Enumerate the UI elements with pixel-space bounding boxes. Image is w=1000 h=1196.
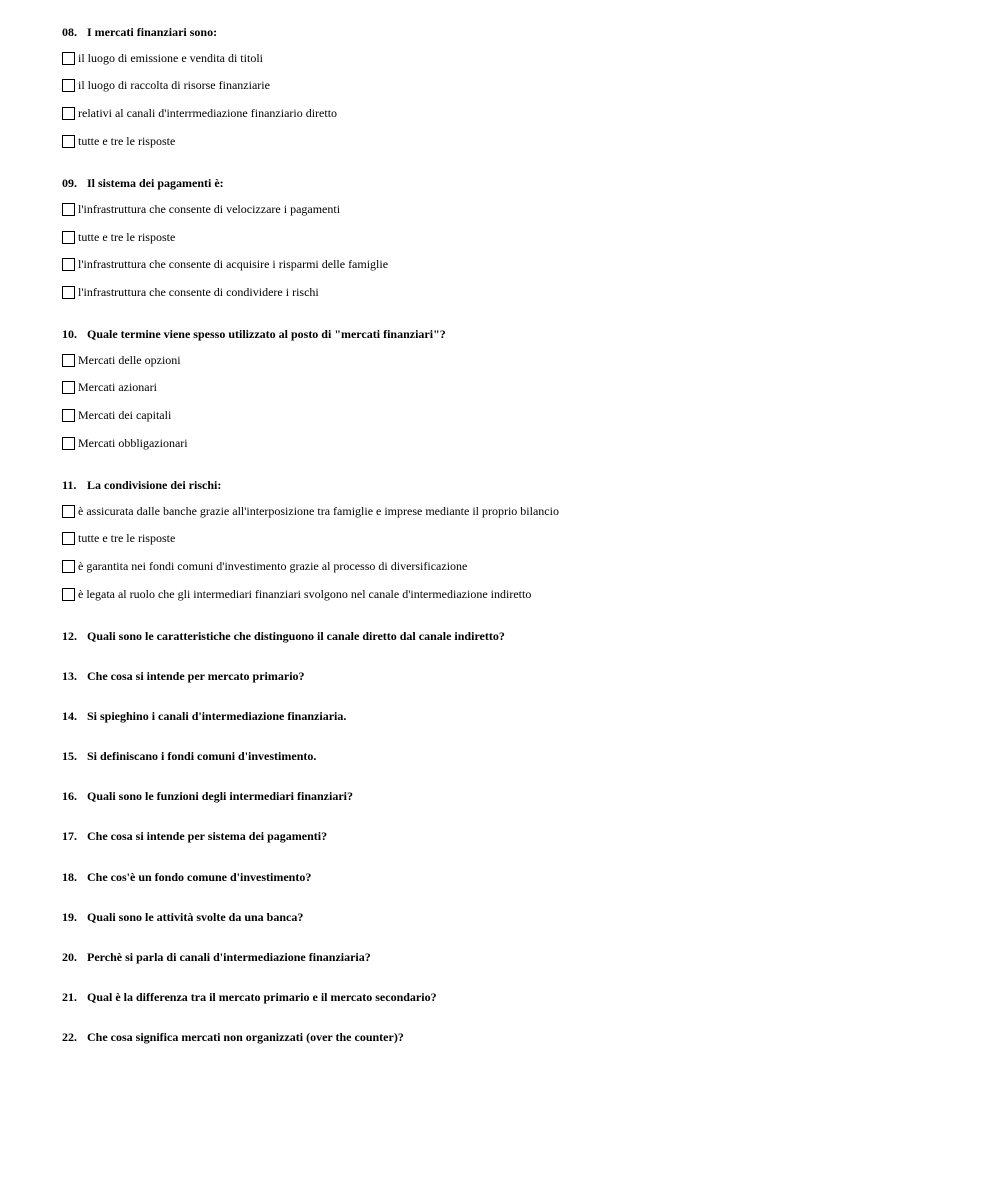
question-text: Si definiscano i fondi comuni d'investimento. [87, 749, 317, 763]
question-number: 19. [62, 910, 77, 924]
question-heading [62, 709, 346, 723]
question-number: 08. [62, 25, 77, 39]
answer-checkbox[interactable] [62, 505, 75, 518]
answer-label: tutte e tre le risposte [78, 134, 176, 148]
question-text: I mercati finanziari sono: [87, 25, 218, 39]
answer-label: il luogo di raccolta di risorse finanziarie [78, 78, 270, 92]
answer-label: il luogo di emissione e vendita di titoli [78, 51, 263, 65]
question-text: Quali sono le funzioni degli intermediari finanziari? [87, 789, 354, 803]
answer-checkbox[interactable] [62, 381, 75, 394]
question-heading [62, 629, 505, 643]
question-heading [62, 950, 371, 964]
question-text: Che cosa si intende per mercato primario? [87, 669, 305, 683]
question-number: 21. [62, 990, 77, 1004]
answer-label: l'infrastruttura che consente di condividere i rischi [78, 285, 319, 299]
question-text: Quale termine viene spesso utilizzato al posto di "mercati finanziari"? [87, 327, 446, 341]
answer-checkbox[interactable] [62, 437, 75, 450]
question-number: 17. [62, 829, 77, 843]
answer-option[interactable] [62, 284, 319, 300]
answer-label: tutte e tre le risposte [78, 531, 176, 545]
answer-checkbox[interactable] [62, 203, 75, 216]
question-number: 13. [62, 669, 77, 683]
answer-checkbox[interactable] [62, 258, 75, 271]
answer-label: tutte e tre le risposte [78, 230, 176, 244]
question-text: Che cos'è un fondo comune d'investimento? [87, 870, 312, 884]
question-number: 09. [62, 176, 77, 190]
question-number: 14. [62, 709, 77, 723]
answer-option[interactable] [62, 586, 531, 602]
answer-option[interactable] [62, 558, 467, 574]
answer-label: relativi al canali d'interrmediazione finanziario diretto [78, 106, 338, 120]
answer-option[interactable] [62, 435, 188, 451]
question-heading [62, 478, 221, 492]
answer-checkbox[interactable] [62, 52, 75, 65]
answer-option[interactable] [62, 379, 157, 395]
question-heading [62, 25, 217, 39]
question-heading [62, 990, 437, 1004]
question-text: Che cosa si intende per sistema dei pagamenti? [87, 829, 328, 843]
answer-label: è legata al ruolo che gli intermediari finanziari svolgono nel canale d'intermediazione indiretto [78, 587, 532, 601]
answer-option[interactable] [62, 77, 270, 93]
question-number: 15. [62, 749, 77, 763]
question-number: 16. [62, 789, 77, 803]
answer-checkbox[interactable] [62, 135, 75, 148]
answer-checkbox[interactable] [62, 409, 75, 422]
answer-label: è garantita nei fondi comuni d'investimento grazie al processo di diversificazione [78, 559, 468, 573]
question-text: La condivisione dei rischi: [87, 478, 222, 492]
question-text: Il sistema dei pagamenti è: [87, 176, 224, 190]
answer-label: l'infrastruttura che consente di velocizzare i pagamenti [78, 202, 341, 216]
question-text: Si spieghino i canali d'intermediazione finanziaria. [87, 709, 347, 723]
question-text: Quali sono le attività svolte da una banca? [87, 910, 304, 924]
answer-label: Mercati dei capitali [78, 408, 172, 422]
answer-checkbox[interactable] [62, 107, 75, 120]
question-number: 10. [62, 327, 77, 341]
question-heading [62, 327, 446, 341]
question-heading [62, 749, 316, 763]
question-text: Che cosa significa mercati non organizzati (over the counter)? [87, 1030, 404, 1044]
question-heading [62, 176, 224, 190]
answer-label: è assicurata dalle banche grazie all'interposizione tra famiglie e imprese mediante il proprio bilancio [78, 504, 559, 518]
answer-option[interactable] [62, 407, 171, 423]
answer-option[interactable] [62, 503, 559, 519]
answer-option[interactable] [62, 530, 175, 546]
answer-checkbox[interactable] [62, 560, 75, 573]
answer-checkbox[interactable] [62, 354, 75, 367]
answer-checkbox[interactable] [62, 79, 75, 92]
question-number: 12. [62, 629, 77, 643]
question-heading [62, 669, 305, 683]
answer-option[interactable] [62, 229, 175, 245]
question-heading [62, 789, 353, 803]
answer-checkbox[interactable] [62, 532, 75, 545]
answer-option[interactable] [62, 256, 388, 272]
answer-label: Mercati delle opzioni [78, 353, 181, 367]
question-number: 20. [62, 950, 77, 964]
answer-checkbox[interactable] [62, 231, 75, 244]
question-heading [62, 910, 303, 924]
answer-label: Mercati azionari [78, 380, 157, 394]
answer-label: Mercati obbligazionari [78, 436, 188, 450]
question-text: Quali sono le caratteristiche che distinguono il canale diretto dal canale indiretto? [87, 629, 505, 643]
answer-label: l'infrastruttura che consente di acquisire i risparmi delle famiglie [78, 257, 389, 271]
question-number: 22. [62, 1030, 77, 1044]
answer-option[interactable] [62, 50, 263, 66]
answer-checkbox[interactable] [62, 588, 75, 601]
question-number: 11. [62, 478, 77, 492]
question-heading [62, 870, 311, 884]
answer-option[interactable] [62, 133, 175, 149]
answer-checkbox[interactable] [62, 286, 75, 299]
question-number: 18. [62, 870, 77, 884]
question-text: Perchè si parla di canali d'intermediazione finanziaria? [87, 950, 371, 964]
question-heading [62, 829, 327, 843]
answer-option[interactable] [62, 105, 337, 121]
question-text: Qual è la differenza tra il mercato primario e il mercato secondario? [87, 990, 437, 1004]
answer-option[interactable] [62, 352, 181, 368]
question-heading [62, 1030, 404, 1044]
answer-option[interactable] [62, 201, 340, 217]
